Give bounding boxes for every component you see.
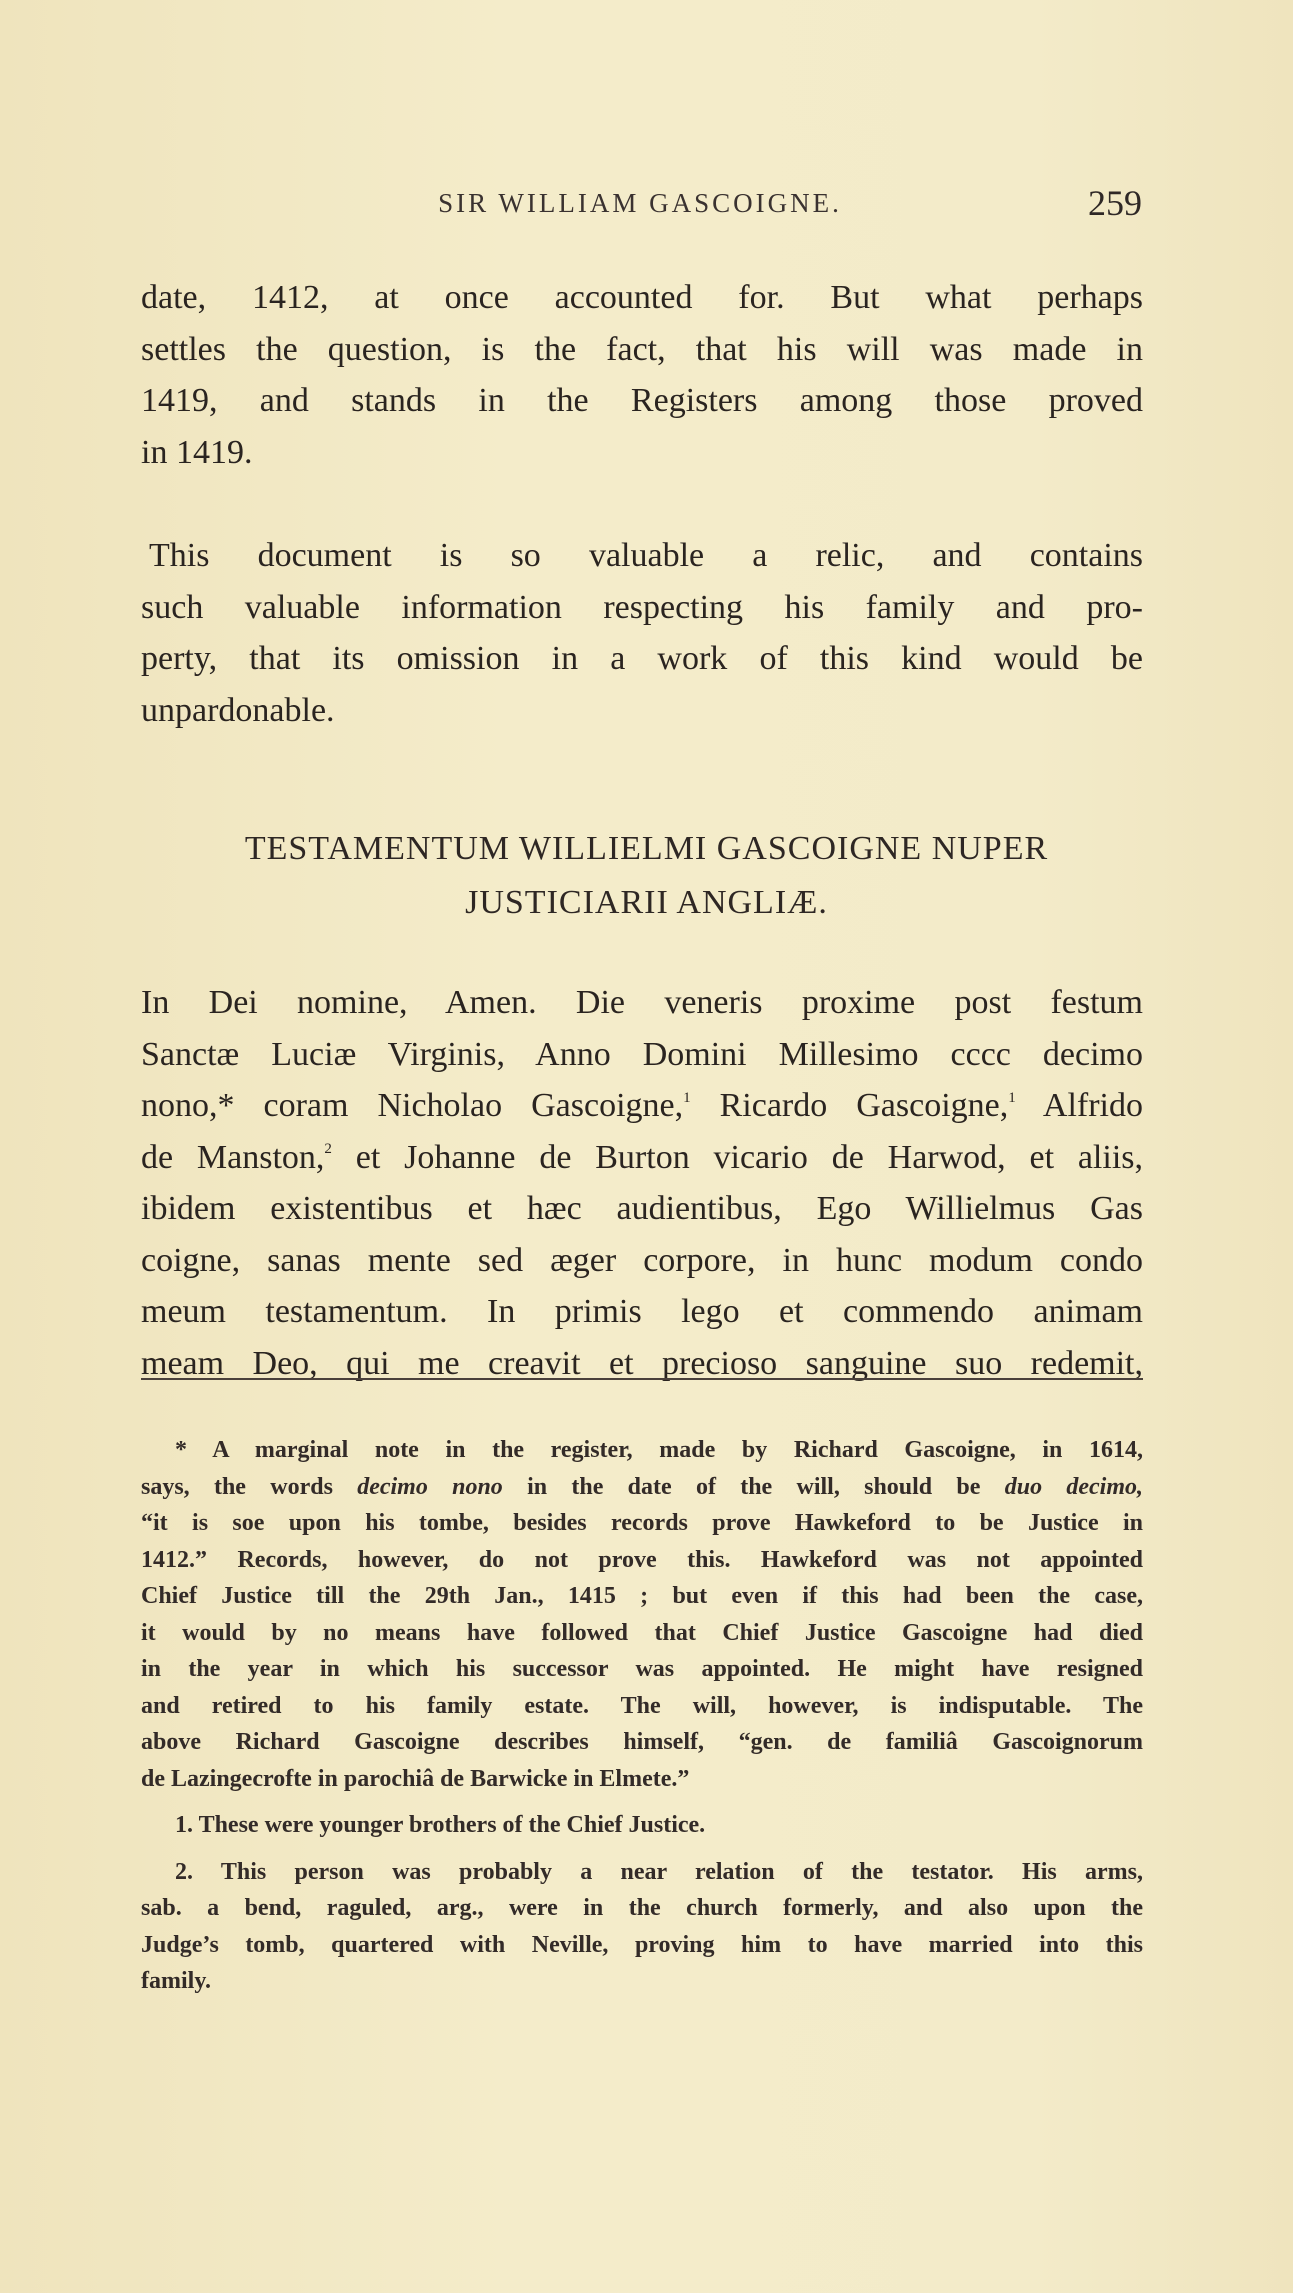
footnote-line: and retired to his family estate. The will, however, is indisputable. The bbox=[141, 1692, 1143, 1719]
footnote-line: 2. This person was probably a near relation of the testator. His arms, bbox=[175, 1858, 1143, 1885]
footnote-line: it would by no means have followed that Chief Justice Gascoigne had died bbox=[141, 1619, 1143, 1646]
page-number: 259 bbox=[1088, 183, 1142, 223]
testament-line: coigne, sanas mente sed æger corpore, in hunc modum condo bbox=[141, 1241, 1143, 1279]
testament-line bbox=[141, 1132, 1143, 1184]
footnote-line: 1412.” Records, however, do not prove this. Hawkeford was not appointed bbox=[141, 1546, 1143, 1573]
testament-segment: Alfrido bbox=[1015, 1087, 1143, 1124]
footnote-line: de Lazingecrofte in parochiâ de Barwicke in Elmete.” bbox=[141, 1765, 690, 1792]
footnote-line: family. bbox=[141, 1968, 211, 1994]
footnote-line: sab. a bend, raguled, arg., were in the church formerly, and also upon the bbox=[141, 1895, 1143, 1921]
footnote-ref-1: 1 bbox=[1008, 1089, 1016, 1106]
paragraph-1 bbox=[141, 272, 1143, 478]
footnote-segment: says, the words bbox=[141, 1473, 358, 1500]
testament-line bbox=[141, 1080, 1143, 1132]
footnotes bbox=[141, 1432, 1143, 2000]
paragraph-line: date, 1412, at once accounted for. But what perhaps bbox=[141, 279, 1143, 316]
footnote-line: Judge’s tomb, quartered with Neville, proving him to have married into this bbox=[141, 1931, 1143, 1958]
footnote-star bbox=[141, 1432, 1143, 1797]
testament-segment: et Johanne de Burton vicario de Harwod, et aliis, bbox=[331, 1138, 1143, 1176]
testament-text bbox=[141, 977, 1143, 1389]
footnote-ref-2: 2 bbox=[324, 1141, 332, 1158]
running-head bbox=[140, 183, 1142, 228]
testament-line: In Dei nomine, Amen. Die veneris proxime post festum bbox=[141, 984, 1143, 1021]
paragraph-line: perty, that its omission in a work of this kind would be bbox=[141, 640, 1143, 677]
footnote-line: in the year in which his successor was appointed. He might have resigned bbox=[141, 1656, 1143, 1682]
running-title: SIR WILLIAM GASCOIGNE. bbox=[438, 188, 842, 218]
testament-heading bbox=[100, 822, 1193, 930]
paragraph-line: in 1419. bbox=[141, 433, 253, 471]
testament-line: Sanctæ Luciæ Virginis, Anno Domini Millesimo cccc decimo bbox=[141, 1035, 1143, 1073]
paragraph-line: unpardonable. bbox=[141, 691, 335, 729]
footnote-line: 1. These were younger brothers of the Chief Justice. bbox=[175, 1812, 706, 1838]
footnote-line: “it is soe upon his tombe, besides records prove Hawkeford to be Justice in bbox=[141, 1510, 1143, 1536]
footnote-1 bbox=[141, 1807, 1143, 1844]
testament-segment: nono,* coram Nicholao Gascoigne, bbox=[141, 1087, 684, 1124]
footnote-line: * A marginal note in the register, made by Richard Gascoigne, in 1614, bbox=[175, 1437, 1143, 1463]
footnote-2 bbox=[141, 1854, 1143, 2000]
paragraph-line: This document is so valuable a relic, and contains bbox=[149, 537, 1143, 574]
heading-line-2: JUSTICIARII ANGLIÆ. bbox=[465, 884, 828, 921]
footnote-line: Chief Justice till the 29th Jan., 1415 ; but even if this had been the case, bbox=[141, 1583, 1143, 1609]
paragraph-line: 1419, and stands in the Registers among those proved bbox=[141, 382, 1143, 419]
paragraph-line: such valuable information respecting his family and pro- bbox=[141, 588, 1143, 626]
testament-line: meum testamentum. In primis lego et commendo animam bbox=[141, 1293, 1143, 1330]
testament-line: meam Deo, qui me creavit et precioso sanguine suo redemit, bbox=[141, 1344, 1143, 1382]
testament-segment: Ricardo Gascoigne, bbox=[690, 1087, 1009, 1124]
footnote-ref-1: 1 bbox=[683, 1089, 691, 1106]
footnote-italic: duo decimo, bbox=[1004, 1473, 1143, 1500]
footnote-divider bbox=[141, 1378, 1143, 1380]
footnote-line bbox=[141, 1469, 1143, 1506]
paragraph-line: settles the question, is the fact, that his will was made in bbox=[141, 330, 1143, 368]
paragraph-2 bbox=[141, 530, 1143, 736]
testament-segment: de Manston, bbox=[141, 1138, 325, 1176]
heading-line-1: TESTAMENTUM WILLIELMI GASCOIGNE NUPER bbox=[244, 830, 1049, 867]
footnote-segment: in the date of the will, should be bbox=[502, 1473, 1005, 1500]
footnote-line: above Richard Gascoigne describes himself, “gen. de familiâ Gascoignorum bbox=[141, 1729, 1143, 1755]
testament-line: ibidem existentibus et hæc audientibus, Ego Willielmus Gas bbox=[141, 1190, 1143, 1227]
footnote-italic: decimo nono bbox=[357, 1473, 503, 1500]
